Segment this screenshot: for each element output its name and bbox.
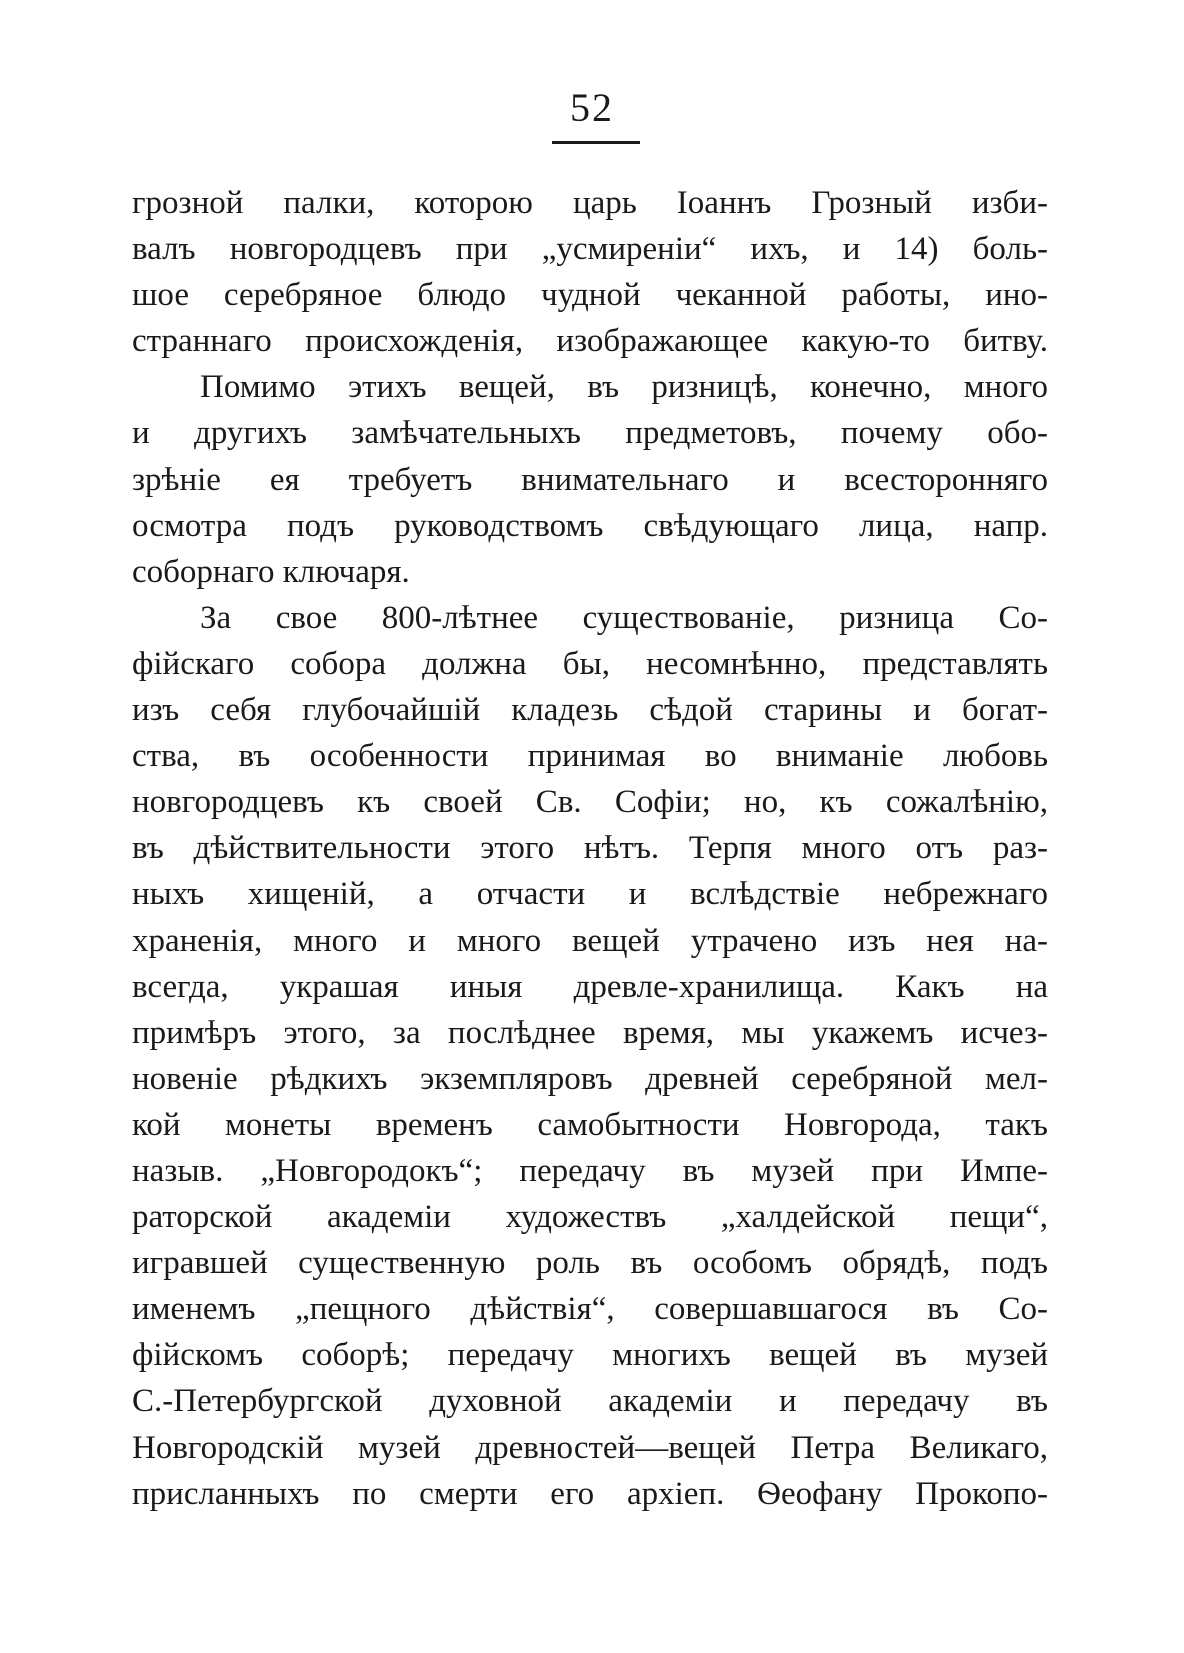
text-line: ства, въ особенности принимая во вниманіе любовь bbox=[132, 738, 1048, 775]
text-line: кой монеты временъ самобытности Новгорода, такъ bbox=[132, 1106, 1048, 1143]
text-line: Новгородскій музей древностей—вещей Петра Великаго, bbox=[132, 1429, 1048, 1466]
text-line: назыв. „Новгородокъ“; передачу въ музей при Импе- bbox=[132, 1152, 1048, 1189]
text-line: грозной палки, которою царь Іоаннъ Грозный изби- bbox=[132, 185, 1048, 221]
page-number-rule bbox=[552, 141, 640, 144]
text-line: шое серебряное блюдо чудной чеканной работы, ино- bbox=[132, 277, 1048, 314]
text-line: храненія, много и много вещей утрачено изъ нея на- bbox=[132, 922, 1048, 959]
text-line: зрѣніе ея требуетъ внимательнаго и всесторонняго bbox=[132, 461, 1048, 498]
text-line: соборнаго ключаря. bbox=[132, 553, 410, 590]
text-line: присланныхъ по смерти его архіеп. Ѳеофану Прокопо- bbox=[132, 1475, 1048, 1512]
text-line: игравшей существенную роль въ особомъ обрядѣ, подъ bbox=[132, 1245, 1048, 1282]
text-line: фійскомъ соборѣ; передачу многихъ вещей въ музей bbox=[132, 1337, 1048, 1374]
text-line: и другихъ замѣчательныхъ предметовъ, почему обо- bbox=[132, 415, 1048, 452]
text-line: страннаго происхожденія, изображающее какую-то битву. bbox=[132, 323, 1048, 360]
text-line: За свое 800-лѣтнее существованіе, ризница Со- bbox=[200, 599, 1048, 636]
text-line: новгородцевъ къ своей Св. Софіи; но, къ сожалѣнію, bbox=[132, 784, 1048, 821]
text-line: фійскаго собора должна бы, несомнѣнно, представлять bbox=[132, 645, 1048, 682]
page-number: 52 bbox=[570, 85, 614, 130]
text-line: примѣръ этого, за послѣднее время, мы укажемъ исчез- bbox=[132, 1014, 1048, 1051]
text-line: раторской академіи художествъ „халдейской пещи“, bbox=[132, 1199, 1048, 1236]
text-line: въ дѣйствительности этого нѣтъ. Терпя много отъ раз- bbox=[132, 830, 1048, 867]
text-line: ныхъ хищеній, а отчасти и вслѣдствіе небрежнаго bbox=[132, 876, 1048, 913]
body-text bbox=[132, 180, 1048, 1517]
text-line: С.-Петербургской духовной академіи и передачу въ bbox=[132, 1383, 1048, 1420]
text-line: валъ новгородцевъ при „усмиреніи“ ихъ, и 14) боль- bbox=[132, 231, 1048, 268]
text-line: новеніе рѣдкихъ экземпляровъ древней серебряной мел- bbox=[132, 1060, 1048, 1097]
text-line: осмотра подъ руководствомъ свѣдующаго лица, напр. bbox=[132, 507, 1048, 544]
text-line: изъ себя глубочайшій кладезь сѣдой старины и богат- bbox=[132, 692, 1048, 729]
text-line: всегда, украшая иныя древле-хранилища. Какъ на bbox=[132, 968, 1048, 1005]
text-line: Помимо этихъ вещей, въ ризницѣ, конечно, много bbox=[200, 369, 1048, 406]
text-line: именемъ „пещного дѣйствія“, совершавшагося въ Со- bbox=[132, 1291, 1048, 1328]
